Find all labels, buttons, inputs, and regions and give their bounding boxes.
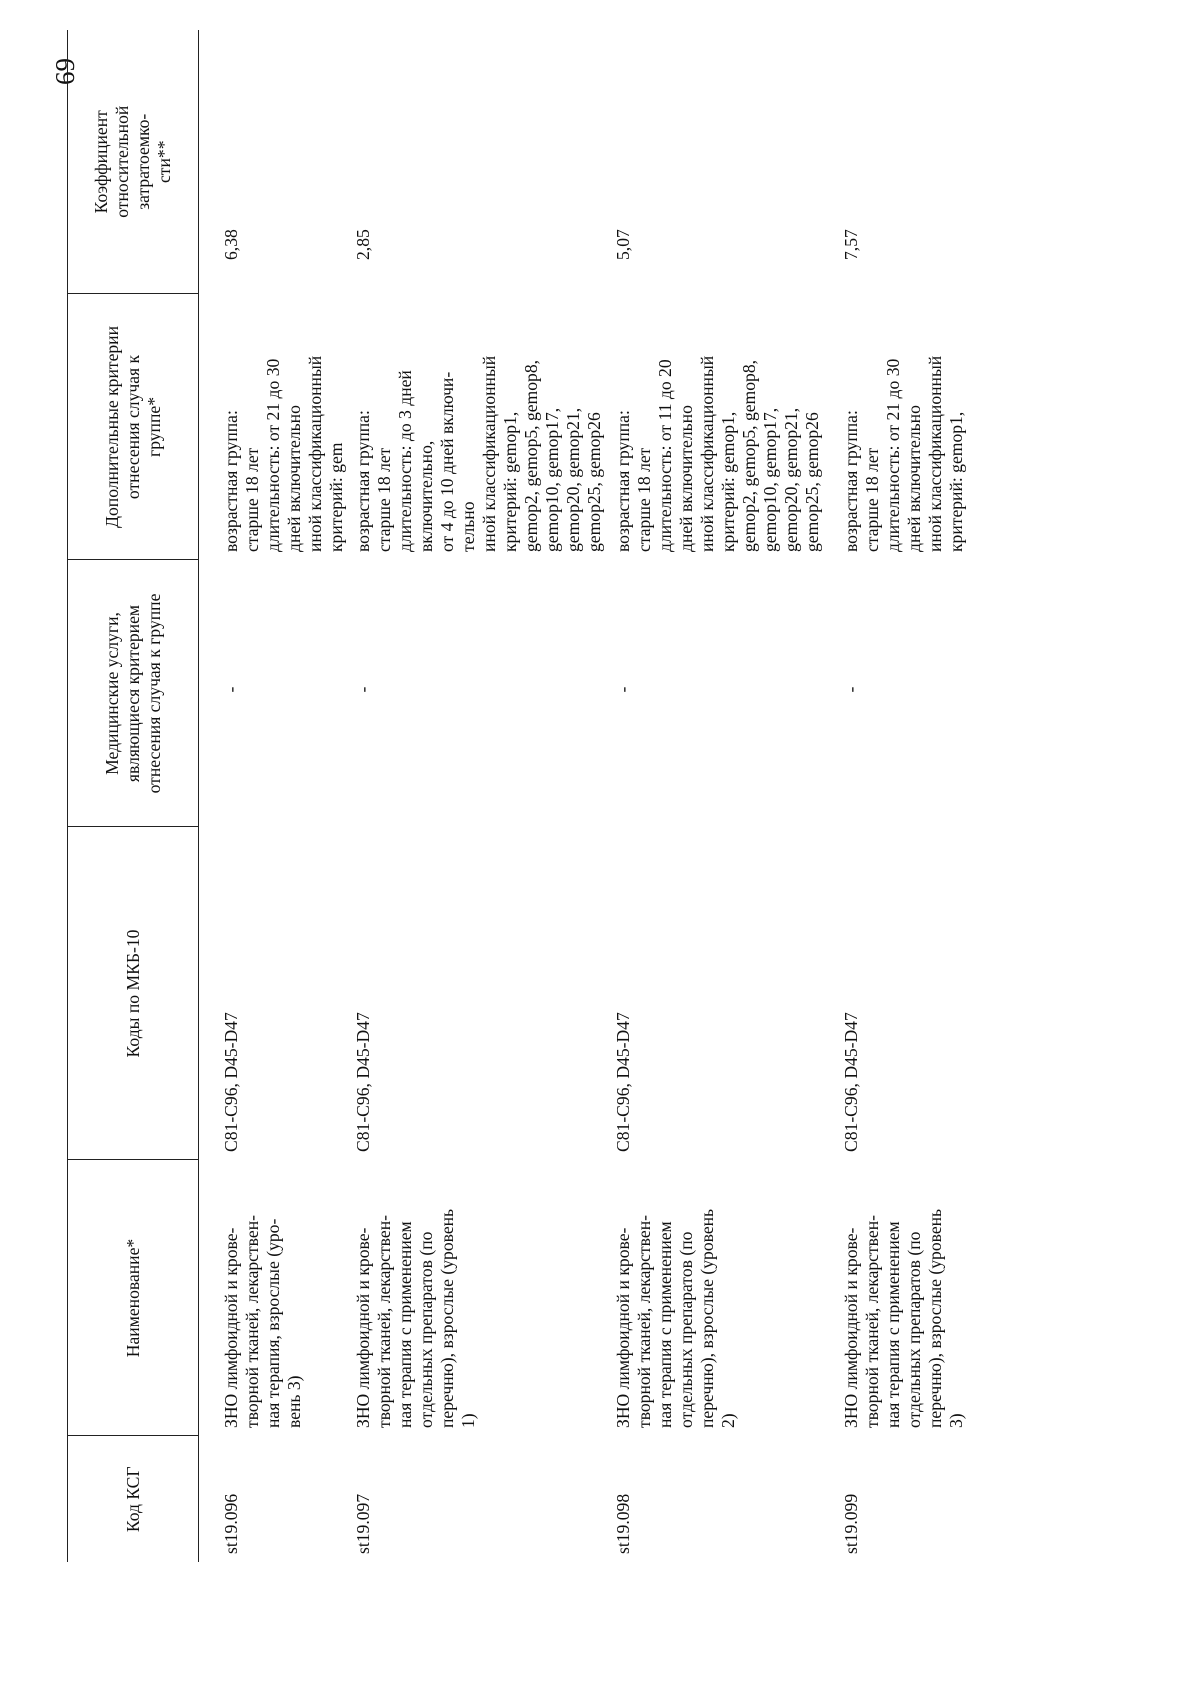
cell-name: ЗНО лимфоидной и крове- творной тканей, лекарствен- ная терапия, взрослые (уро- вень 3): [221, 1215, 304, 1428]
cell-services: -: [353, 686, 373, 693]
table-row: [835, 30, 967, 1562]
cell-coef: 5,07: [613, 229, 633, 260]
cell-mkb: C81-C96, D45-D47: [841, 1012, 861, 1152]
header-services: Медицинские услуги, являющиеся критерием отнесения случая к группе: [68, 560, 199, 827]
cell-code: st19.099: [841, 1493, 861, 1554]
cell-coef: 7,57: [841, 229, 861, 260]
table-row: [199, 30, 348, 1562]
cell-criteria: возрастная группа: старше 18 лет длительность: до 3 дней включительно, от 4 до 10 дней включи- тельно иной классификационный критерий: gemop1, gemop2, gemop5, gemop8, gemop10, gemop17, gemop20, gemop21, gemop25, gemop26: [353, 355, 604, 552]
header-coef: Коэффициент относительной затратоемко- сти**: [68, 30, 199, 294]
cell-name: ЗНО лимфоидной и крове- творной тканей, лекарствен- ная терапия с применением отдельных препаратов (по перечню), взрослые (уровень 3): [841, 1208, 966, 1428]
page-number: 69: [50, 58, 80, 85]
header-code: Код КСГ: [68, 1436, 199, 1562]
cell-code: st19.098: [613, 1493, 633, 1554]
cell-criteria: возрастная группа: старше 18 лет длительность: от 11 до 20 дней включительно иной классификационный критерий: gemop1, gemop2, gemop5, gemop8, gemop10, gemop17, gemop20, gemop21, gemop25, gemop26: [613, 355, 822, 552]
cell-services: -: [613, 686, 633, 693]
table-row: [607, 30, 835, 1562]
header-name: Наименование*: [68, 1160, 199, 1436]
cell-name: ЗНО лимфоидной и крове- творной тканей, лекарствен- ная терапия с применением отдельных препаратов (по перечню), взрослые (уровень 1): [353, 1208, 478, 1428]
header-criteria: Дополнительные критерии отнесения случая к группе*: [68, 294, 199, 560]
cell-code: st19.097: [353, 1493, 373, 1554]
cell-mkb: C81-C96, D45-D47: [221, 1012, 241, 1152]
table-header-row: [68, 30, 199, 1562]
cell-criteria: возрастная группа: старше 18 лет длительность: от 21 до 30 дней включительно иной классификационный критерий: gem: [221, 355, 346, 552]
cell-services: -: [221, 686, 241, 693]
table-row: [347, 30, 607, 1562]
cell-services: -: [841, 686, 861, 693]
cell-coef: 6,38: [221, 229, 241, 260]
header-mkb: Коды по МКБ-10: [68, 827, 199, 1160]
cell-coef: 2,85: [353, 229, 373, 260]
ksg-table: [67, 30, 967, 1562]
cell-criteria: возрастная группа: старше 18 лет длительность: от 21 до 30 дней включительно иной классификационный критерий: gemop1,: [841, 355, 966, 552]
cell-name: ЗНО лимфоидной и крове- творной тканей, лекарствен- ная терапия с применением отдельных препаратов (по перечню), взрослые (уровень 2): [613, 1208, 738, 1428]
cell-mkb: C81-C96, D45-D47: [613, 1012, 633, 1152]
cell-mkb: C81-C96, D45-D47: [353, 1012, 373, 1152]
cell-code: st19.096: [221, 1493, 241, 1554]
